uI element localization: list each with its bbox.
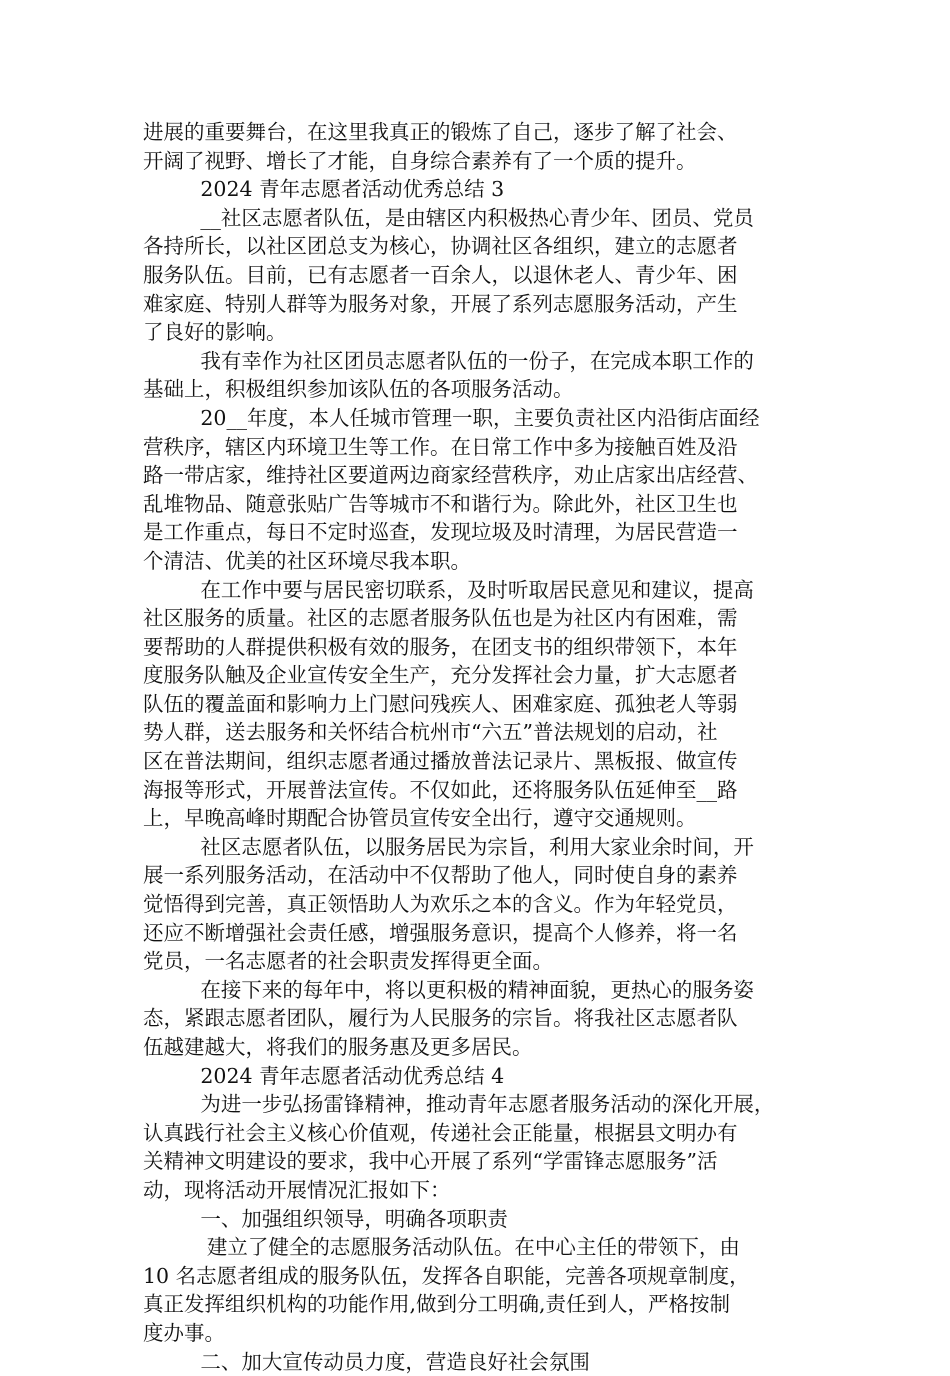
section-heading: 2024 青年志愿者活动优秀总结 3 xyxy=(200,177,505,202)
paragraph-line: 我有幸作为社区团员志愿者队伍的一份子，在完成本职工作的 xyxy=(200,348,754,373)
paragraph-line: __社区志愿者队伍，是由辖区内积极热心青少年、团员、党员 xyxy=(200,205,754,230)
paragraph-line: 觉悟得到完善，真正领悟助人为欢乐之本的含义。作为年轻党员， xyxy=(143,892,738,917)
paragraph-line: 各持所长，以社区团总支为核心，协调社区各组织，建立的志愿者 xyxy=(143,234,738,259)
paragraph-line: 营秩序，辖区内环境卫生等工作。在日常工作中多为接触百姓及沿 xyxy=(143,434,738,459)
paragraph-line: 要帮助的人群提供积极有效的服务，在团支书的组织带领下，本年 xyxy=(143,634,738,659)
paragraph xyxy=(143,404,811,576)
document-page xyxy=(143,118,811,1376)
paragraph-line: 社区志愿者队伍，以服务居民为宗旨，利用大家业余时间，开 xyxy=(200,834,754,859)
paragraph-line: 党员，一名志愿者的社会职责发挥得更全面。 xyxy=(143,949,553,974)
paragraph-line: 在工作中要与居民密切联系，及时听取居民意见和建议，提高 xyxy=(200,577,754,602)
paragraph-line: 海报等形式，开展普法宣传。不仅如此，还将服务队伍延伸至__路 xyxy=(143,777,738,802)
paragraph-line: 势人群，送去服务和关怀结合杭州市“六五”普法规划的启动，社 xyxy=(143,720,718,745)
paragraph-line: 路一带店家，维持社区要道两边商家经营秩序，劝止店家出店经营、 xyxy=(143,463,758,488)
paragraph-line: 二、加大宣传动员力度，营造良好社会氛围 xyxy=(200,1349,590,1374)
paragraph-line: 建立了健全的志愿服务活动队伍。在中心主任的带领下，由 xyxy=(200,1235,740,1260)
paragraph-line: 伍越建越大，将我们的服务惠及更多居民。 xyxy=(143,1035,533,1059)
paragraph xyxy=(143,347,811,404)
section-heading: 2024 青年志愿者活动优秀总结 4 xyxy=(200,1063,505,1088)
paragraph-line: 队伍的覆盖面和影响力上门慰问残疾人、困难家庭、孤独老人等弱 xyxy=(143,691,738,716)
paragraph xyxy=(143,833,811,976)
paragraph-line: 态，紧跟志愿者团队，履行为人民服务的宗旨。将我社区志愿者队 xyxy=(143,1006,738,1031)
paragraph-line: 认真践行社会主义核心价值观，传递社会正能量，根据县文明办有 xyxy=(143,1120,738,1145)
paragraph-line: 关精神文明建设的要求，我中心开展了系列“学雷锋志愿服务”活 xyxy=(143,1149,718,1174)
paragraph-line: 在接下来的每年中，将以更积极的精神面貌，更热心的服务姿 xyxy=(200,977,754,1002)
paragraph xyxy=(143,204,811,347)
paragraph-line: 难家庭、特别人群等为服务对象，开展了系列志愿服务活动，产生 xyxy=(143,291,738,316)
paragraph xyxy=(143,118,811,175)
paragraph-line: 20__年度，本人任城市管理一职，主要负责社区内沿街店面经 xyxy=(200,405,760,430)
paragraph-line: 个清洁、优美的社区环境尽我本职。 xyxy=(143,548,471,573)
paragraph-line: 10 名志愿者组成的服务队伍，发挥各自职能，完善各项规章制度， xyxy=(143,1263,750,1288)
paragraph-line: 还应不断增强社会责任感，增强服务意识，提高个人修养，将一名 xyxy=(143,920,738,945)
paragraph-line: 社区服务的质量。社区的志愿者服务队伍也是为社区内有困难，需 xyxy=(143,606,738,631)
paragraph-line: 服务队伍。目前，已有志愿者一百余人，以退休老人、青少年、困 xyxy=(143,262,738,287)
paragraph-line: 真正发挥组织机构的功能作用,做到分工明确,责任到人，严格按制 xyxy=(143,1292,731,1317)
paragraph xyxy=(143,1205,811,1234)
paragraph-line: 乱堆物品、随意张贴广告等城市不和谐行为。除此外，社区卫生也 xyxy=(143,491,738,516)
paragraph-line: 度办事。 xyxy=(143,1320,225,1345)
paragraph xyxy=(143,1348,811,1376)
paragraph-line: 展一系列服务活动，在活动中不仅帮助了他人，同时使自身的素养 xyxy=(143,863,738,888)
paragraph-line: 为进一步弘扬雷锋精神，推动青年志愿者服务活动的深化开展， xyxy=(200,1092,775,1117)
paragraph-line: 了良好的影响。 xyxy=(143,320,287,345)
paragraph-line: 一、加强组织领导，明确各项职责 xyxy=(200,1206,508,1231)
paragraph xyxy=(143,1233,811,1347)
paragraph xyxy=(143,1090,811,1204)
paragraph-line: 区在普法期间，组织志愿者通过播放普法记录片、黑板报、做宣传 xyxy=(143,749,738,774)
paragraph-line: 进展的重要舞台，在这里我真正的锻炼了自己，逐步了解了社会、 xyxy=(143,120,738,144)
paragraph-line: 开阔了视野、增长了才能，自身综合素养有了一个质的提升。 xyxy=(143,148,697,173)
paragraph-line: 基础上，积极组织参加该队伍的各项服务活动。 xyxy=(143,377,574,402)
paragraph xyxy=(143,576,811,833)
paragraph-line: 度服务队触及企业宣传安全生产，充分发挥社会力量，扩大志愿者 xyxy=(143,663,738,688)
paragraph-line: 上，早晚高峰时期配合协管员宣传安全出行，遵守交通规则。 xyxy=(143,806,697,831)
paragraph-line: 是工作重点，每日不定时巡查，发现垃圾及时清理，为居民营造一 xyxy=(143,520,738,545)
paragraph-line: 动，现将活动开展情况汇报如下： xyxy=(143,1177,451,1202)
paragraph xyxy=(143,976,811,1062)
